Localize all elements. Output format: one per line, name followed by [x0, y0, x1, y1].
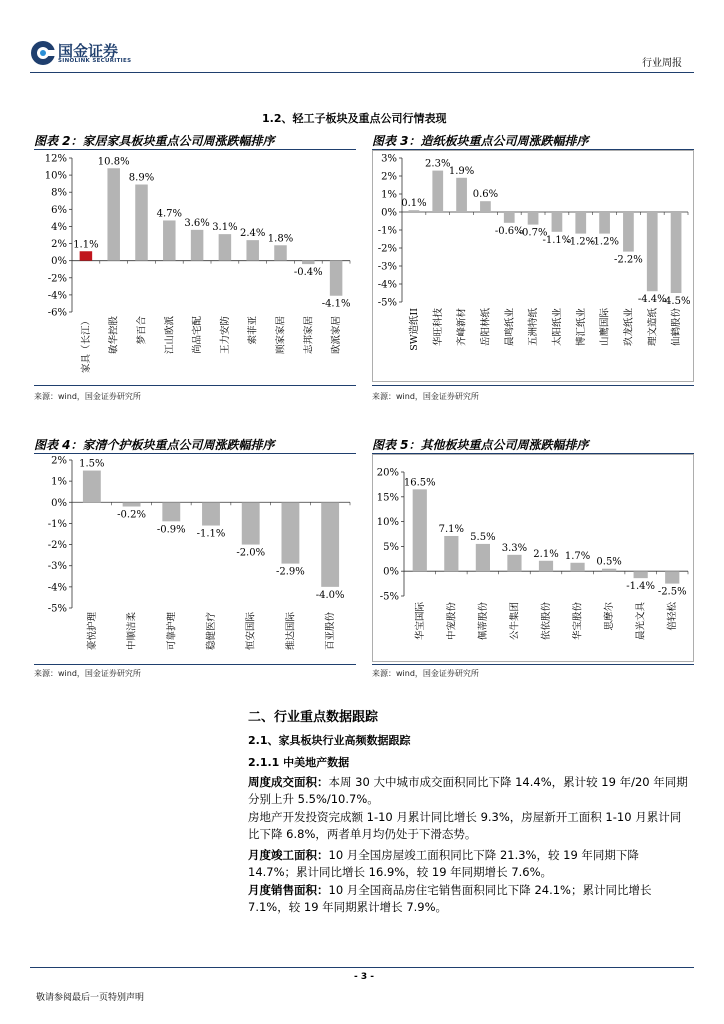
chart-2-source: 来源：wind，国金证券研究所 [34, 392, 141, 401]
footer-rule [30, 967, 694, 968]
category-label: 倍轻松 [667, 602, 679, 631]
y-tick-label: 12% [44, 153, 67, 165]
chart-4-source: 来源：wind，国金证券研究所 [34, 669, 141, 678]
data-label: -4.4% [637, 294, 667, 306]
data-label: 2.4% [239, 228, 266, 240]
bar [80, 251, 93, 260]
y-tick-label: 20% [376, 467, 399, 479]
category-label: 志邦家居 [303, 316, 315, 355]
category-label: 依依股份 [541, 602, 552, 641]
y-tick-label: 0% [51, 497, 67, 509]
y-tick-label: -4% [47, 582, 67, 594]
category-label: 豪悦护理 [86, 612, 98, 651]
section-title: 1.2、轻工子板块及重点公司行情表现 [262, 112, 447, 125]
chart-3 [372, 150, 694, 382]
chart-5 [372, 454, 694, 662]
bar [413, 489, 427, 571]
data-label: -4.0% [315, 589, 345, 601]
data-label: 0.5% [596, 556, 622, 568]
bar [456, 178, 467, 212]
category-label: 山鹰国际 [599, 308, 611, 347]
data-label: 5.5% [470, 531, 496, 543]
heading-2-1: 2.1、家具板块行业高频数据跟踪 [248, 734, 411, 747]
text-weekly-area: 本周 30 大中城市成交面积同比下降 14.4%，累计较 19 年/20 年同期分别上升 5.5%/10.7%。 [248, 775, 688, 806]
bar [623, 212, 634, 252]
category-label: 博汇纸业 [575, 308, 587, 347]
data-label: -1.1% [542, 234, 572, 246]
bar [599, 212, 610, 234]
y-tick-label: 1% [381, 189, 397, 201]
category-label: 尚品宅配 [192, 316, 204, 355]
data-label: -2.0% [236, 547, 266, 559]
category-label: 五洲特纸 [528, 308, 540, 347]
y-tick-label: -3% [377, 261, 397, 273]
data-label: 1.5% [79, 458, 105, 470]
bar [302, 261, 315, 264]
bar [476, 544, 490, 571]
category-label: 晨鸣纸业 [504, 308, 516, 347]
y-tick-label: -2% [47, 540, 67, 552]
data-label: -0.9% [156, 524, 186, 536]
label-weekly-area: 周度成交面积： [248, 775, 329, 789]
report-type: 行业周报 [642, 58, 682, 69]
data-label: 10.8% [97, 156, 130, 168]
category-label: 江山欧派 [164, 316, 176, 355]
bar [83, 471, 101, 503]
y-tick-label: 2% [51, 239, 67, 251]
category-label: 太阳纸业 [551, 308, 563, 347]
category-label: 齐峰新材 [456, 308, 468, 347]
chart-5-source: 来源：wind，国金证券研究所 [372, 669, 479, 678]
paragraph-weekly-area [248, 774, 688, 808]
y-tick-label: -6% [47, 307, 67, 319]
data-label: -0.2% [117, 509, 146, 521]
chart-2-title: 图表 2：家居家具板块重点公司周涨跌幅排序 [34, 134, 275, 148]
category-label: 恒安国际 [245, 612, 257, 651]
bar [135, 185, 148, 261]
category-label: 仙鹤股份 [671, 308, 683, 347]
bar [602, 569, 616, 571]
bar [647, 212, 658, 291]
bar [665, 571, 679, 583]
category-label: 索菲亚 [247, 316, 259, 345]
data-label: 16.5% [403, 477, 436, 489]
paragraph-sales [248, 882, 688, 916]
bar [570, 563, 584, 571]
category-label: 欧派家居 [331, 316, 343, 355]
text-investment: 房地产开发投资完成额 1-10 月累计同比增长 9.3%，房屋新开工面积 1-10 月累计同比下降 6.8%，两者单月均仍处于下滑态势。 [248, 810, 682, 841]
category-label: 思摩尔 [604, 602, 616, 631]
bar [242, 502, 260, 544]
bar [191, 230, 204, 261]
bar [671, 212, 682, 293]
company-name-en: SINOLINK SECURITIES [58, 58, 132, 64]
data-label: -2.5% [657, 586, 687, 598]
bar [409, 210, 420, 212]
chart-3-title: 图表 3：造纸板块重点公司周涨跌幅排序 [372, 134, 589, 148]
data-label: -0.4% [293, 267, 323, 279]
category-label: 敏华控股 [108, 316, 120, 355]
bar [321, 502, 339, 587]
y-tick-label: 0% [51, 256, 67, 268]
bar [444, 536, 458, 571]
data-label: 0.1% [401, 198, 427, 210]
heading-section-2: 二、行业重点数据跟踪 [248, 710, 379, 725]
bar [163, 220, 176, 260]
bar [480, 201, 491, 212]
data-label: -0.7% [518, 227, 548, 239]
company-name: 国金证券 [58, 42, 119, 60]
bar [634, 571, 648, 578]
footer-disclaimer: 敬请参阅最后一页特别声明 [36, 993, 145, 1003]
chart-2 [34, 150, 356, 382]
y-tick-label: 15% [376, 492, 399, 504]
data-label: 4.7% [156, 208, 183, 220]
bar [330, 261, 343, 296]
label-sales: 月度销售面积： [248, 883, 329, 897]
y-tick-label: -5% [47, 603, 67, 615]
paragraph-completion [248, 847, 688, 881]
category-label: 华旺科技 [432, 308, 444, 347]
y-tick-label: -3% [47, 561, 67, 573]
y-tick-label: 1% [51, 476, 67, 488]
logo-mark-icon [30, 40, 56, 66]
bar [107, 168, 120, 260]
chart-5-title: 图表 5：其他板块重点公司周涨跌幅排序 [372, 438, 589, 452]
y-tick-label: 8% [51, 187, 67, 199]
category-label: 王力安防 [219, 316, 231, 355]
data-label: -2.9% [276, 566, 305, 578]
data-label: -1.2% [566, 236, 596, 248]
y-tick-label: -2% [377, 243, 397, 255]
bar [202, 502, 220, 525]
y-tick-label: 0% [381, 207, 397, 219]
text-completion: 10 月全国房屋竣工面积同比下降 21.3%，较 19 年同期下降 14.7%；累计同比增长 16.9%，较 19 年同期增长 7.6%。 [248, 848, 639, 879]
data-label: -4.5% [661, 296, 691, 307]
category-label: 岳阳林纸 [480, 308, 492, 347]
data-label: -1.4% [626, 581, 656, 593]
chart-3-source: 来源：wind，国金证券研究所 [372, 392, 479, 401]
bar [219, 234, 232, 261]
category-label: 理文造纸 [647, 308, 659, 347]
header-rule [30, 72, 694, 73]
paragraph-investment [248, 809, 688, 843]
y-tick-label: 3% [381, 153, 397, 165]
chart-2-bottom-rule [34, 385, 356, 386]
y-tick-label: -1% [47, 518, 67, 530]
y-tick-label: -5% [377, 297, 397, 309]
y-tick-label: 10% [376, 517, 399, 529]
chart-4-bottom-rule [34, 664, 356, 665]
y-tick-label: -2% [47, 273, 67, 285]
bar [507, 555, 521, 571]
data-label: 1.7% [564, 550, 591, 562]
bar [281, 502, 299, 563]
data-label: 7.1% [438, 523, 465, 535]
y-tick-label: 2% [51, 455, 67, 467]
page-number: - 3 - [354, 972, 374, 982]
y-tick-label: -4% [47, 290, 67, 302]
category-label: 稳健医疗 [206, 612, 217, 651]
data-label: -1.1% [196, 528, 226, 540]
data-label: -4.1% [321, 298, 351, 310]
data-label: -0.6% [494, 225, 524, 237]
data-label: 3.3% [501, 542, 528, 554]
data-label: 1.9% [448, 165, 475, 177]
category-label: 梦百合 [136, 316, 148, 345]
category-label: 华宝股份 [572, 602, 584, 641]
category-label: 玖龙纸业 [623, 308, 635, 347]
data-label: -1.2% [590, 236, 619, 248]
category-label: 公牛集团 [509, 602, 521, 641]
bar [552, 212, 563, 232]
y-tick-label: 6% [51, 204, 67, 216]
text-sales: 10 月全国商品房住宅销售面积同比下降 24.1%；累计同比增长 7.1%，较 19 年同期累计增长 7.9%。 [248, 883, 652, 914]
chart-5-bottom-rule [372, 664, 694, 665]
data-label: 0.6% [472, 189, 499, 201]
heading-2-1-1: 2.1.1 中美地产数据 [248, 756, 350, 769]
bar [123, 502, 141, 506]
bar [539, 561, 553, 571]
data-label: 3.1% [212, 222, 238, 234]
category-label: 家具（长江） [80, 316, 92, 374]
bar [504, 212, 515, 223]
category-label: 顾家家居 [275, 316, 287, 355]
category-label: 维达国际 [285, 612, 297, 651]
company-logo [30, 40, 56, 70]
category-label: 华宝国际 [414, 602, 426, 641]
category-label: 中宠股份 [446, 602, 458, 641]
chart-4 [34, 454, 356, 662]
bar [246, 240, 259, 261]
data-label: 2.3% [425, 158, 451, 170]
data-label: 1.1% [73, 239, 99, 251]
category-label: 百亚股份 [325, 612, 337, 651]
bar [528, 212, 539, 225]
y-tick-label: -5% [379, 591, 399, 603]
data-label: 3.6% [184, 217, 210, 229]
y-tick-label: 2% [381, 171, 397, 183]
data-label: 1.8% [267, 233, 294, 245]
y-tick-label: 4% [51, 221, 67, 233]
category-label: 中顺洁柔 [126, 612, 138, 651]
bar [575, 212, 586, 234]
category-label: 可靠护理 [166, 612, 178, 651]
bar [162, 502, 180, 521]
chart-3-bottom-rule [372, 385, 694, 386]
y-tick-label: 10% [44, 170, 67, 182]
label-completion: 月度竣工面积： [248, 848, 329, 862]
y-tick-label: 5% [383, 541, 399, 553]
data-label: -2.2% [614, 254, 643, 266]
chart-4-title: 图表 4：家清个护板块重点公司周涨跌幅排序 [34, 438, 275, 452]
bar [274, 245, 287, 260]
category-label: SW造纸II [408, 308, 420, 351]
data-label: 2.1% [533, 548, 559, 560]
y-tick-label: -1% [377, 225, 397, 237]
category-label: 佩蒂股份 [477, 602, 489, 641]
category-label: 晨光文具 [635, 602, 647, 641]
data-label: 8.9% [128, 172, 155, 184]
y-tick-label: -4% [377, 279, 397, 291]
y-tick-label: 0% [383, 566, 399, 578]
bar [432, 171, 443, 212]
